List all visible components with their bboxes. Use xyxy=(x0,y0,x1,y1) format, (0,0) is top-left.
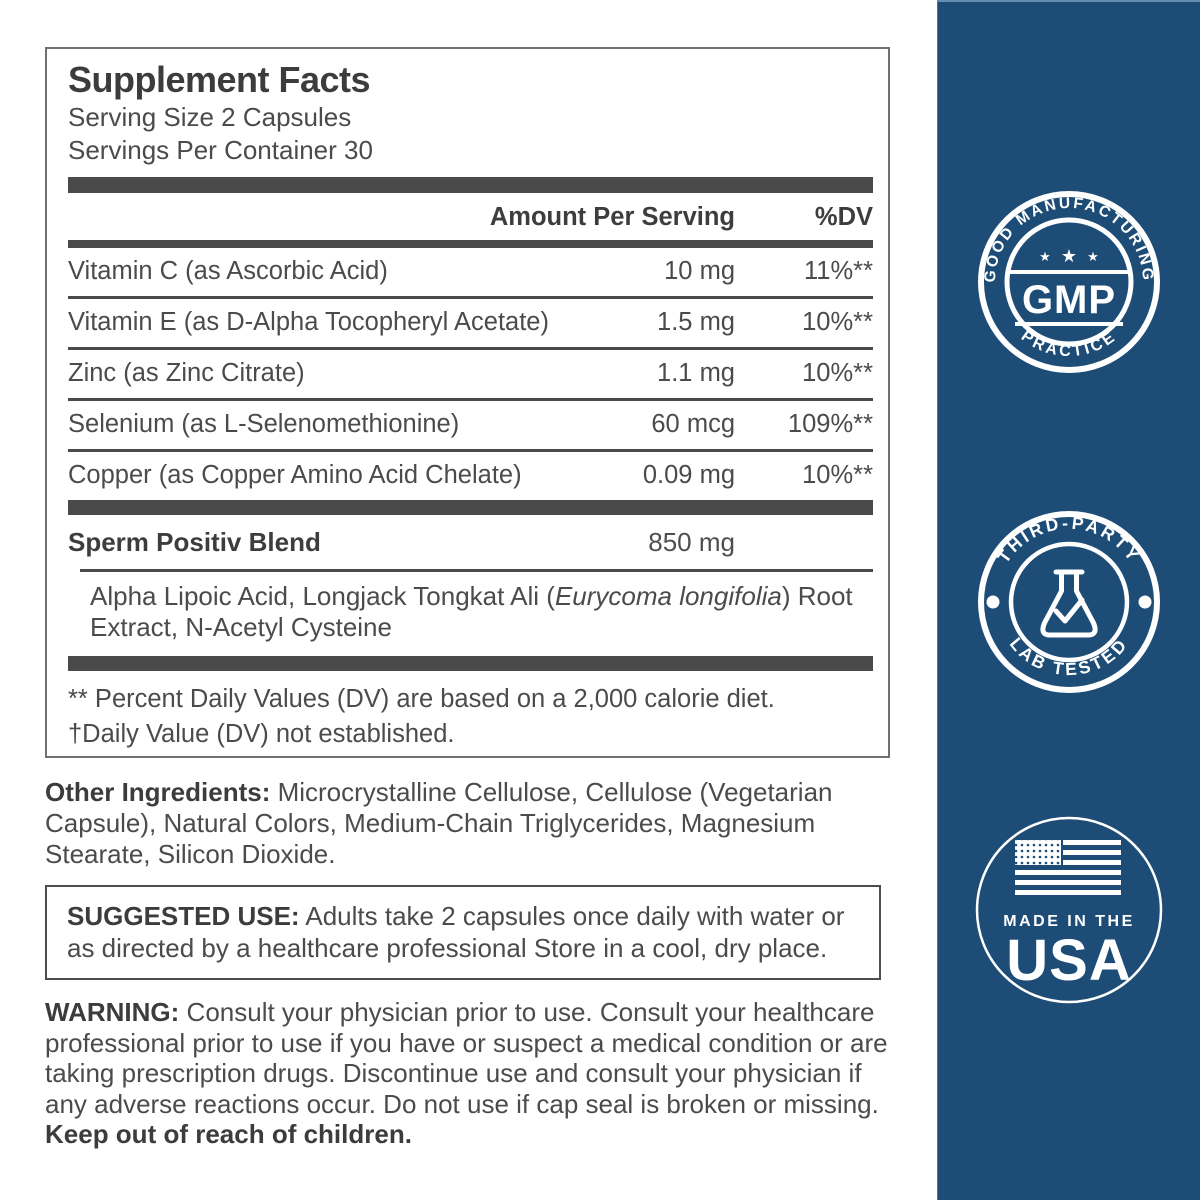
other-ingredients xyxy=(45,777,883,870)
divider-before-blend xyxy=(68,500,873,515)
dot-left xyxy=(987,596,1000,609)
divider-under-header xyxy=(68,240,873,248)
suggested-use-box xyxy=(45,885,881,980)
other-ingredients-text: Microcrystalline Cellulose, Cellulose (Vegetarian Capsule), Natural Colors, Medium-Chain Triglycerides, Magnesium Stearate, Silicon Dioxide. xyxy=(45,777,833,869)
gmp-center-text: GMP xyxy=(1021,278,1117,322)
footnote-dagger: †Daily Value (DV) not established. xyxy=(68,720,455,748)
nutrient-dv: 10%** xyxy=(802,461,873,489)
footnote-dv: ** Percent Daily Values (DV) are based on a 2,000 calorie diet. xyxy=(68,685,775,713)
star-icon: ★ xyxy=(1060,246,1078,266)
blend-latin-name: Eurycoma longifolia xyxy=(554,581,782,611)
usa-flag-icon xyxy=(1015,840,1121,895)
table-header-row xyxy=(68,193,873,240)
nutrient-dv: 109%** xyxy=(787,410,873,438)
warning-bold-end: Keep out of reach of children. xyxy=(45,1119,412,1149)
usa-line1-text: MADE IN THE xyxy=(1003,913,1135,930)
blend-ingredients xyxy=(68,572,873,656)
nutrient-amount: 1.5 mg xyxy=(657,308,735,336)
dot-right xyxy=(1139,596,1152,609)
gmp-badge-icon xyxy=(959,172,1179,392)
serving-size: Serving Size 2 Capsules xyxy=(68,102,352,132)
nutrient-dv: 10%** xyxy=(802,308,873,336)
lab-tested-badge-icon xyxy=(959,492,1179,712)
header-dv: %DV xyxy=(814,203,873,231)
nutrient-amount: 0.09 mg xyxy=(642,461,735,489)
checkmark-icon xyxy=(1056,600,1082,621)
servings-per-container: Servings Per Container 30 xyxy=(68,135,373,165)
supplement-facts-panel xyxy=(45,47,890,758)
suggested-use-text: Adults take 2 capsules once daily with water or as directed by a healthcare professional Store in a cool, dry place. xyxy=(67,901,845,963)
blend-ingredients-text-2: ) Root Extract, N-Acetyl Cysteine xyxy=(90,581,853,642)
nutrient-row-selenium xyxy=(68,398,873,449)
nutrient-name: Selenium (as L-Selenomethionine) xyxy=(68,410,460,438)
header-amount: Amount Per Serving xyxy=(489,203,735,231)
other-ingredients-label: Other Ingredients: xyxy=(45,777,271,807)
divider-before-footnotes xyxy=(68,656,873,671)
lab-top-arc-text: THIRD-PARTY xyxy=(993,512,1145,567)
gmp-bottom-arc-text: PRACTICE xyxy=(1017,327,1121,361)
nutrient-name: Vitamin E (as D-Alpha Tocopheryl Acetate) xyxy=(68,308,549,336)
nutrient-amount: 60 mcg xyxy=(651,410,735,438)
nutrient-dv: 10%** xyxy=(802,359,873,387)
divider-thick-top xyxy=(68,177,873,193)
blue-side-panel xyxy=(937,0,1200,1200)
suggested-use-label: SUGGESTED USE: xyxy=(67,901,300,931)
nutrient-dv: 11%** xyxy=(804,257,873,285)
made-in-usa-badge-icon xyxy=(959,800,1179,1020)
warning-label: WARNING: xyxy=(45,997,180,1027)
nutrient-amount: 10 mg xyxy=(664,257,735,285)
nutrient-name: Zinc (as Zinc Citrate) xyxy=(68,359,305,387)
warning-text: Consult your physician prior to use. Consult your healthcare professional prior to use if you have or suspect a medical condition or are taking prescription drugs. Discontinue use and consult your physician if any adverse reactions occur. Do not use if cap seal is broken or missing. xyxy=(45,997,888,1119)
usa-line2-text: USA xyxy=(1006,928,1132,993)
blend-amount: 850 mg xyxy=(648,527,735,557)
facts-title: Supplement Facts xyxy=(68,59,371,100)
blend-name: Sperm Positiv Blend xyxy=(68,527,321,557)
nutrient-row-copper xyxy=(68,449,873,500)
warning-paragraph xyxy=(45,997,897,1150)
flask-icon xyxy=(1043,572,1095,635)
nutrient-row-zinc xyxy=(68,347,873,398)
nutrient-name: Vitamin C (as Ascorbic Acid) xyxy=(68,257,388,285)
lab-bottom-arc-text: LAB TESTED xyxy=(1005,633,1133,680)
star-icon: ★ xyxy=(1039,249,1051,264)
blend-ingredients-text: Alpha Lipoic Acid, Longjack Tongkat Ali ( xyxy=(90,581,555,611)
star-icon: ★ xyxy=(1087,249,1099,264)
nutrient-row-vitamin-e xyxy=(68,296,873,347)
blend-row xyxy=(68,515,873,569)
nutrient-name: Copper (as Copper Amino Acid Chelate) xyxy=(68,461,522,489)
nutrient-row-vitamin-c xyxy=(68,248,873,296)
nutrient-amount: 1.1 mg xyxy=(657,359,735,387)
gmp-top-arc-text: GOOD MANUFACTURING xyxy=(981,194,1157,284)
footnotes xyxy=(68,671,873,752)
